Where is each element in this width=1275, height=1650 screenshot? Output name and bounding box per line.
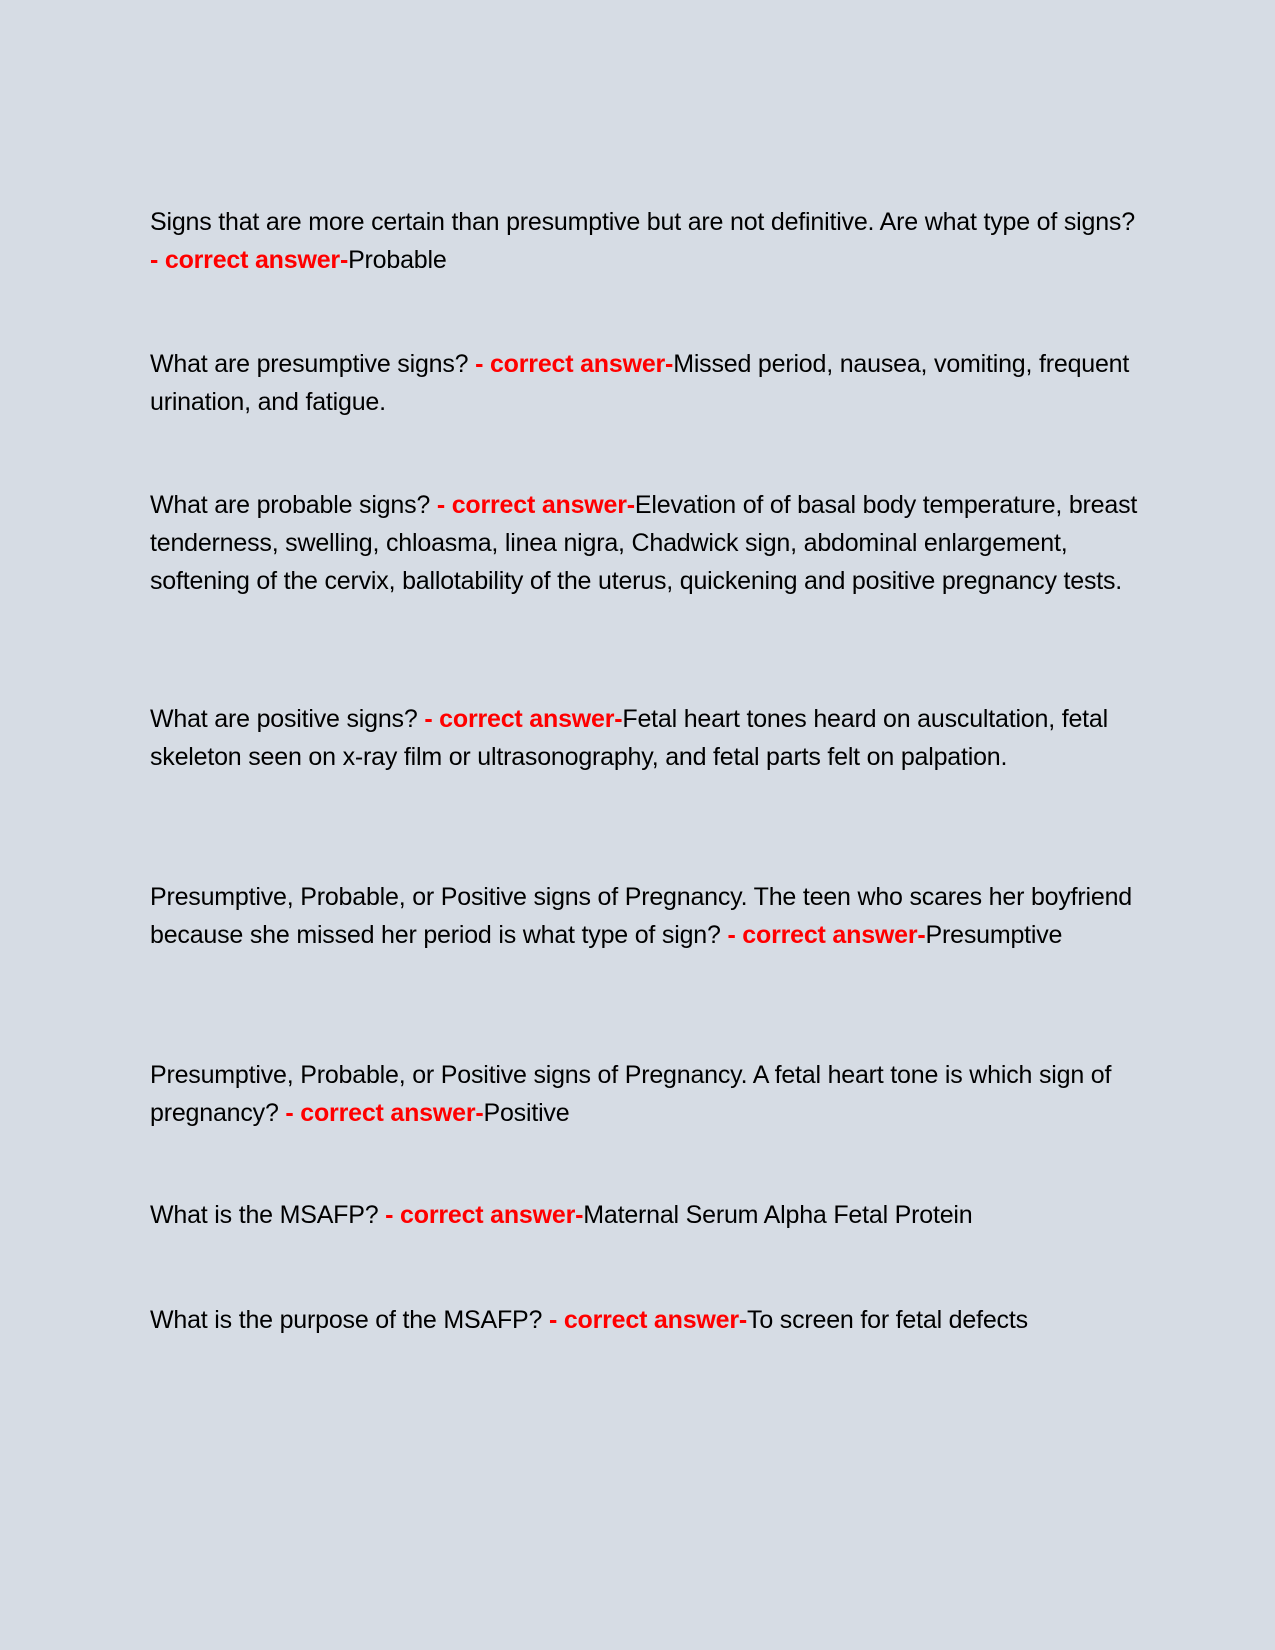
question-text: What is the MSAFP? xyxy=(150,1201,386,1229)
question-text: Signs that are more certain than presumptive but are not definitive. Are what type of signs? xyxy=(150,208,1135,236)
qa-item xyxy=(150,1301,1140,1339)
correct-answer-label: - correct answer- xyxy=(727,921,926,949)
question-text: What are presumptive signs? xyxy=(150,350,476,378)
answer-text: Positive xyxy=(483,1099,570,1127)
question-text: Presumptive, Probable, or Positive signs of Pregnancy. A fetal heart tone is which sign of pregnancy? xyxy=(150,1061,1112,1127)
question-text: What are positive signs? xyxy=(150,705,425,733)
qa-item xyxy=(150,878,1140,954)
question-text: Presumptive, Probable, or Positive signs of Pregnancy. The teen who scares her boyfriend because she missed her period is what type of sign? xyxy=(150,883,1132,949)
correct-answer-label: - correct answer- xyxy=(475,350,674,378)
correct-answer-label: - correct answer- xyxy=(436,491,635,519)
qa-item xyxy=(150,203,1140,279)
question-text: What is the purpose of the MSAFP? xyxy=(150,1306,549,1334)
answer-text: Fetal heart tones heard on auscultation, fetal skeleton seen on x-ray film or ultrasonography, and fetal parts felt on palpation. xyxy=(150,705,1108,771)
qa-item xyxy=(150,486,1140,600)
correct-answer-label: - correct answer- xyxy=(385,1201,584,1229)
qa-item xyxy=(150,345,1140,421)
correct-answer-label: - correct answer- xyxy=(424,705,623,733)
correct-answer-label: - correct answer- xyxy=(150,246,349,274)
answer-text: To screen for fetal defects xyxy=(747,1306,1028,1334)
answer-text: Presumptive xyxy=(925,921,1063,949)
qa-item xyxy=(150,700,1140,776)
qa-item xyxy=(150,1056,1140,1132)
qa-item xyxy=(150,1196,1140,1234)
correct-answer-label: - correct answer- xyxy=(548,1306,748,1334)
answer-text: Probable xyxy=(348,246,447,274)
answer-text: Missed period, nausea, vomiting, frequent urination, and fatigue. xyxy=(150,350,1130,416)
question-text: What are probable signs? xyxy=(150,491,437,519)
answer-text: Elevation of of basal body temperature, breast tenderness, swelling, chloasma, linea nigra, Chadwick sign, abdominal enlargement, softening of the cervix, ballotability of the uterus, quickening and positive pregnancy tests. xyxy=(150,491,1138,595)
answer-text: Maternal Serum Alpha Fetal Protein xyxy=(583,1201,973,1229)
correct-answer-label: - correct answer- xyxy=(285,1099,484,1127)
